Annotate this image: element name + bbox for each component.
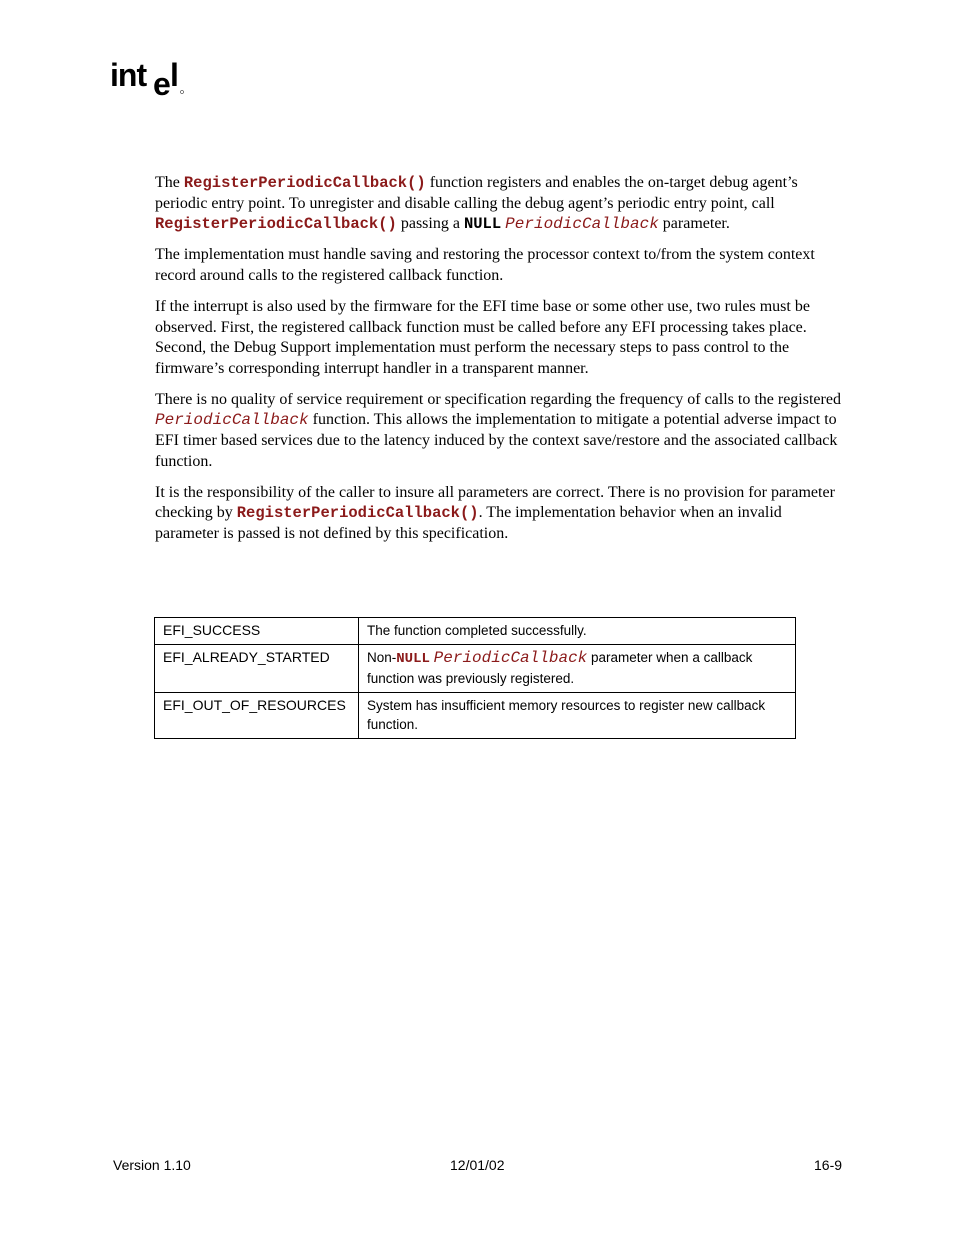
intel-logo-graphic	[110, 58, 190, 104]
footer-page-number: 16-9	[814, 1157, 843, 1173]
text: parameter when a callback function was previously registered.	[367, 650, 753, 686]
svg-text:int: int	[110, 58, 147, 93]
null-code: NULL	[396, 651, 430, 667]
footer-date: 12/01/02	[450, 1157, 505, 1173]
status-desc-cell	[359, 645, 796, 693]
function-name-code: RegisterPeriodicCallback()	[236, 504, 479, 523]
parameter-name: PeriodicCallback	[433, 649, 588, 667]
text: Non-	[367, 650, 397, 665]
text: The	[155, 174, 184, 191]
paragraph-4	[155, 390, 845, 472]
text: . The implementation behavior when an invalid parameter is passed is not defined by this specification.	[155, 504, 782, 542]
parameter-name: PeriodicCallback	[505, 215, 659, 234]
text: It is the responsibility of the caller to insure all parameters are correct. There is no provision for parameter checking by	[155, 483, 835, 522]
text: function registers and enables the on-target debug agent’s periodic entry point. To unregister and disable calling the debug agent’s periodic entry point, call	[155, 174, 798, 212]
status-code-cell: EFI_SUCCESS	[155, 618, 359, 645]
status-code-cell: EFI_ALREADY_STARTED	[155, 645, 359, 693]
paragraph-2: The implementation must handle saving and restoring the processor context to/from the system context record around calls to the registered callback function.	[155, 246, 815, 284]
status-desc-cell: The function completed successfully.	[359, 618, 796, 645]
null-code: NULL	[463, 215, 502, 234]
function-name-code: RegisterPeriodicCallback()	[183, 174, 426, 192]
intel-logo-icon	[110, 58, 190, 104]
text: parameter.	[658, 215, 730, 233]
svg-text:l: l	[170, 58, 179, 93]
paragraph-3: If the interrupt is also used by the firmware for the EFI time base or some other use, two rules must be observed. First, the registered callback function must be called before any EFI processing takes place. Second, the Debug Support implementation must perform the necessary steps to pass control to the firmware’s corresponding interrupt handler in a transparent manner.	[155, 297, 810, 377]
table-row	[155, 693, 796, 739]
table-row	[155, 618, 796, 645]
svg-text:e: e	[153, 66, 171, 102]
paragraph-5	[155, 483, 845, 545]
status-code-cell: EFI_OUT_OF_RESOURCES	[155, 693, 359, 739]
status-desc-cell: System has insufficient memory resources to register new callback function.	[359, 693, 796, 739]
text: There is no quality of service requirement or specification regarding the frequency of calls to the registered	[155, 390, 841, 408]
function-name-code: RegisterPeriodicCallback()	[155, 215, 397, 234]
footer-version: Version 1.10	[113, 1157, 191, 1173]
document-body	[155, 173, 845, 555]
text: function. This allows the implementation to mitigate a potential adverse impact to EFI timer based services due to the latency induced by the context save/restore and the associated callback function.	[155, 411, 838, 470]
text: passing a	[396, 215, 464, 233]
parameter-name: PeriodicCallback	[155, 411, 309, 430]
table-row	[155, 645, 796, 693]
status-codes-table	[154, 617, 796, 739]
paragraph-1	[155, 173, 845, 235]
